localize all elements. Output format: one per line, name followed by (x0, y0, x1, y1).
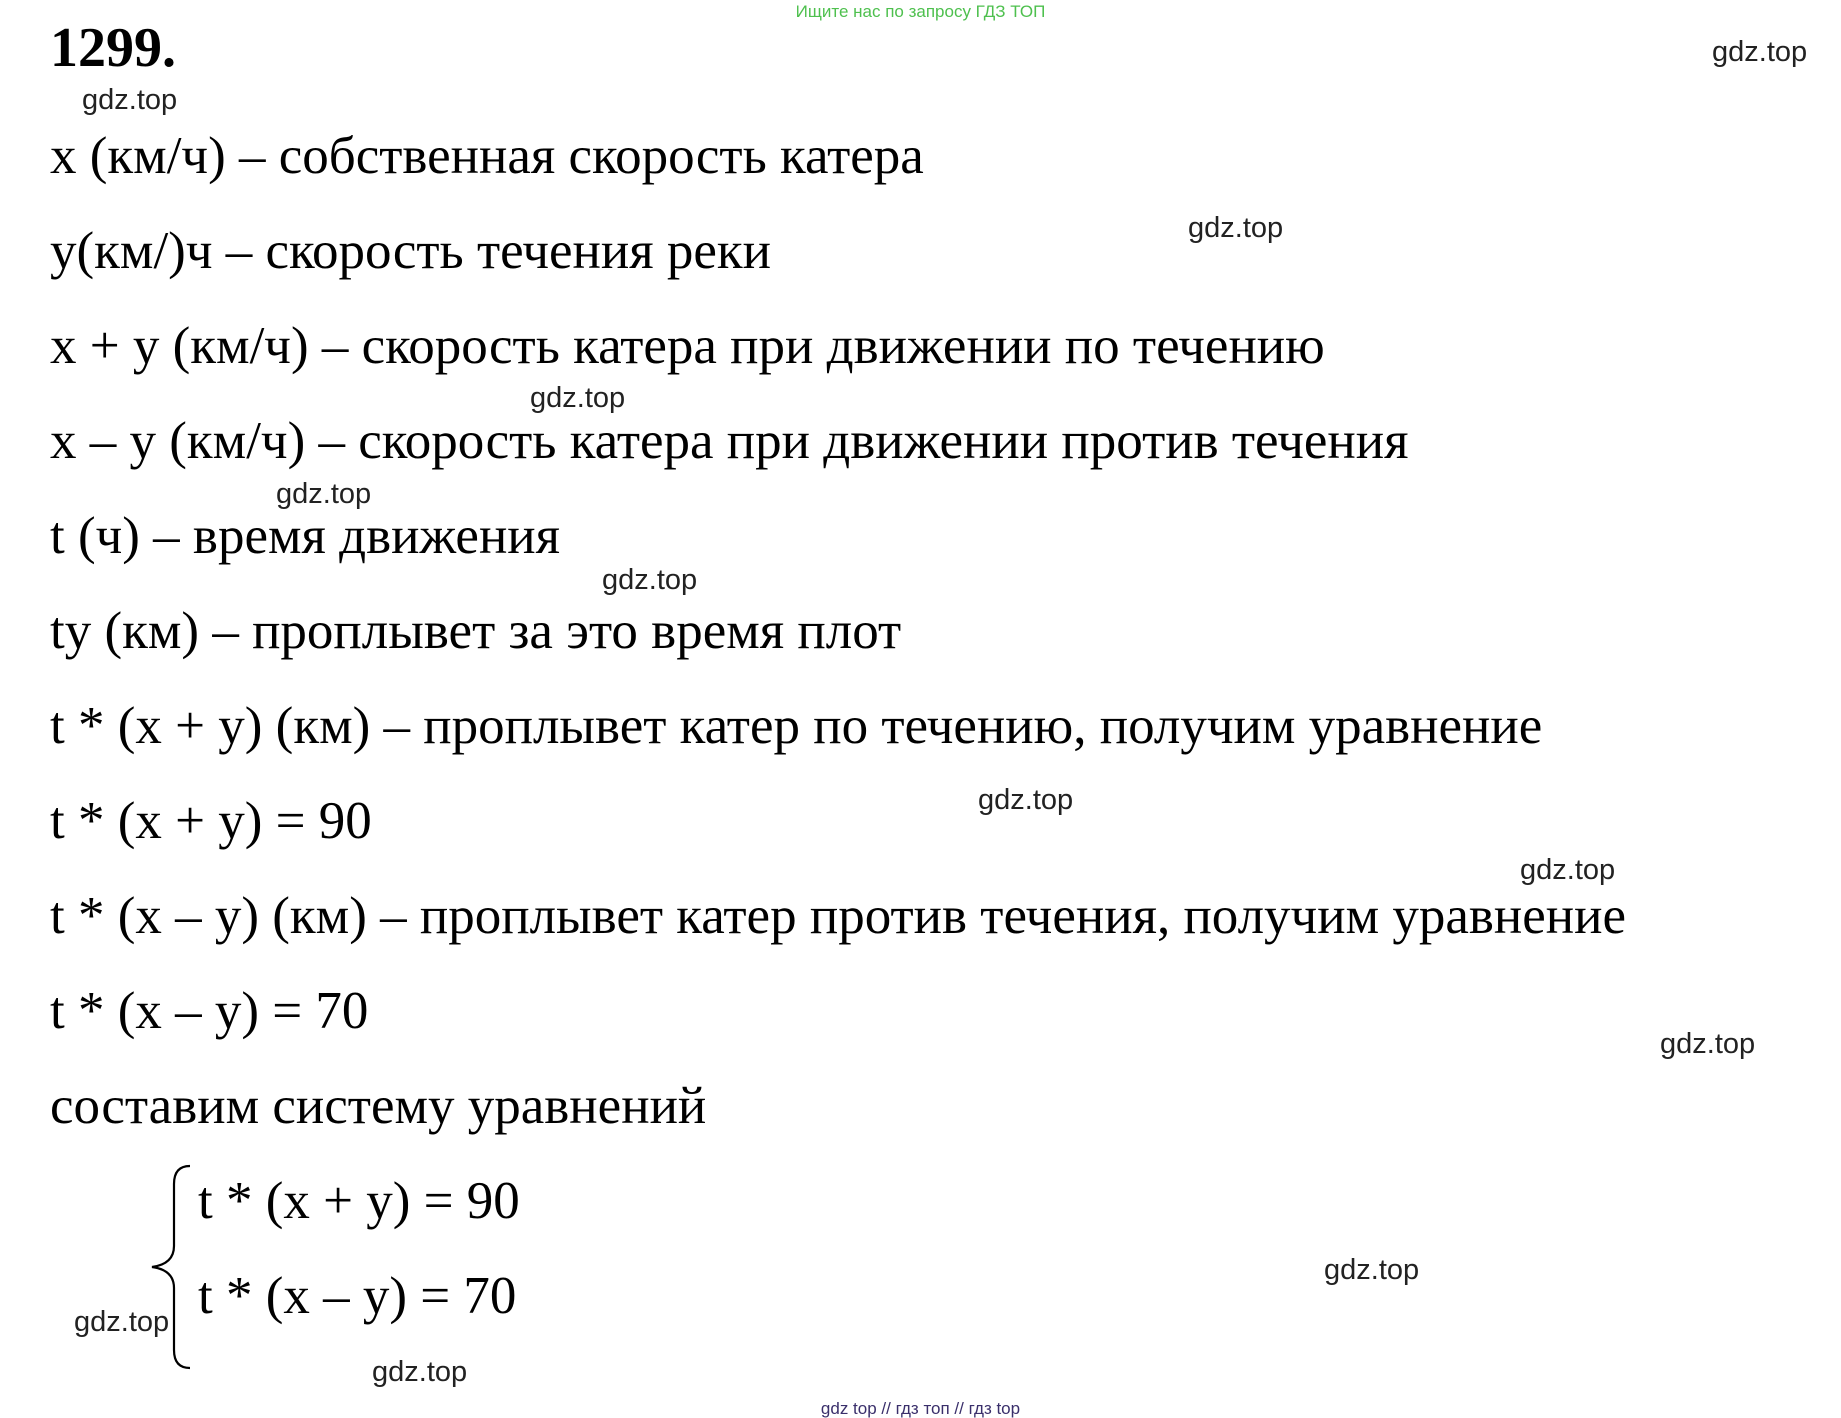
watermark: gdz.top (1324, 1254, 1420, 1286)
watermark: gdz.top (1660, 1028, 1756, 1060)
solution-line-1: x (км/ч) – собственная скорость катера (50, 127, 924, 185)
watermark: gdz.top (602, 564, 698, 596)
footer-links[interactable]: gdz top // гдз топ // гдз top (820, 1399, 1021, 1418)
watermark: gdz.top (978, 784, 1074, 816)
watermark: gdz.top (82, 84, 178, 116)
system-equation-1: t * (x + y) = 90 (198, 1172, 520, 1230)
system-intro: составим систему уравнений (50, 1077, 707, 1135)
watermark: gdz.top (1712, 36, 1808, 68)
watermark: gdz.top (1520, 854, 1616, 886)
solution-line-4: x – y (км/ч) – скорость катера при движении против течения (50, 412, 1409, 470)
solution-line-3: x + y (км/ч) – скорость катера при движении по течению (50, 317, 1325, 375)
watermark: gdz.top (74, 1306, 170, 1338)
system-brace (140, 1160, 200, 1375)
watermark: gdz.top (1188, 212, 1284, 244)
solution-line-2: y(км/)ч – скорость течения реки (50, 222, 772, 280)
solution-line-6: ty (км) – проплывет за это время плот (50, 602, 902, 660)
watermark: gdz.top (276, 478, 372, 510)
equation-upstream: t * (x – y) = 70 (50, 982, 369, 1040)
promo-banner[interactable]: Ищите нас по запросу ГДЗ ТОП (795, 2, 1046, 21)
problem-number: 1299. (50, 17, 176, 79)
solution-line-9: t * (x – y) (км) – проплывет катер против течения, получим уравнение (50, 887, 1627, 945)
watermark: gdz.top (530, 382, 626, 414)
equation-downstream: t * (x + y) = 90 (50, 792, 372, 850)
system-equation-2: t * (x – y) = 70 (198, 1267, 517, 1325)
solution-line-5: t (ч) – время движения (50, 507, 561, 565)
watermark: gdz.top (372, 1356, 468, 1388)
solution-line-7: t * (x + y) (км) – проплывет катер по течению, получим уравнение (50, 697, 1543, 755)
